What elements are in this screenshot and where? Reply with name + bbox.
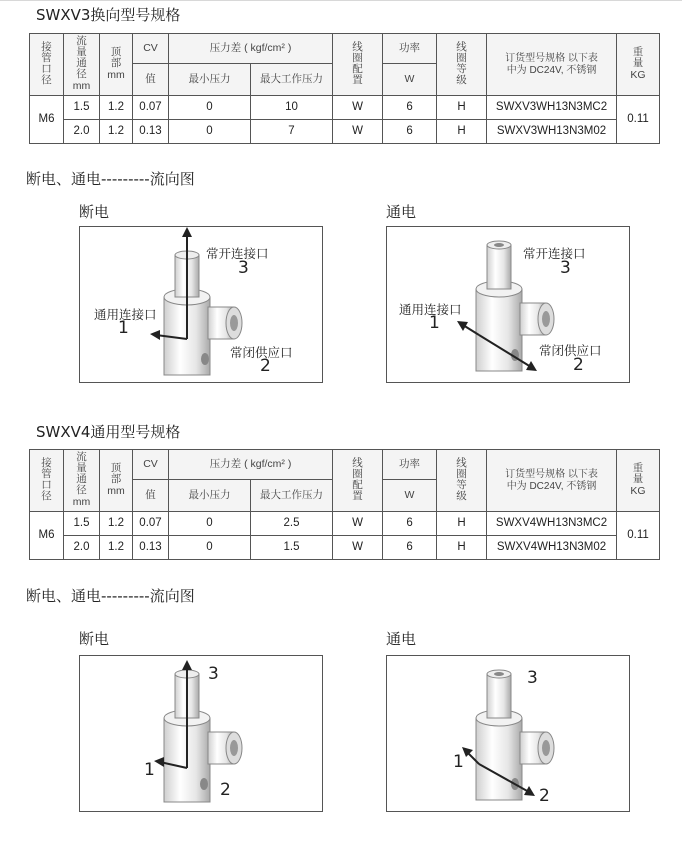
port2-number: 2 [573,355,584,375]
port3-number: 3 [238,258,249,278]
cell-max: 7 [251,120,333,144]
table-row [30,120,660,144]
cell-top: 1.2 [100,120,133,144]
cell-top: 1.2 [100,536,133,560]
header-power-unit: W [383,480,437,512]
cell-model: SWXV3WH13N3MC2 [487,96,617,120]
cell-max: 1.5 [251,536,333,560]
header-pressure-diff: 压力差 ( kgf/cm² ) [169,450,333,480]
header-coil-config: 线圈配置 [333,34,383,96]
cell-weight: 0.11 [617,512,660,560]
table-row [30,536,660,560]
header-pressure-diff: 压力差 ( kgf/cm² ) [169,34,333,64]
valve-illustration [387,656,629,811]
header-weight: 重量 KG [617,34,660,96]
header-max-pressure: 最大工作压力 [251,480,333,512]
spec-table-swxv4 [29,449,660,560]
header-cv-sub: 值 [133,480,169,512]
cell-model: SWXV4WH13N3MC2 [487,512,617,536]
cell-max: 10 [251,96,333,120]
power-off-label: 断电 [79,630,110,648]
port1-number: 1 [144,760,155,780]
cell-model: SWXV4WH13N3M02 [487,536,617,560]
cell-top: 1.2 [100,512,133,536]
header-port-diameter: 接管口径 [30,450,64,512]
spec-table-swxv3 [29,33,660,144]
cell-min: 0 [169,512,251,536]
cell-port: M6 [30,512,64,560]
valve-diagram-off-2 [79,655,323,812]
header-order-note: 订货型号规格 以下表中为 DC24V, 不锈钢 [487,450,617,512]
header-port-diameter: 接管口径 [30,34,64,96]
port3-label: 常开连接口 [206,246,269,261]
header-cv: CV [133,34,169,64]
port1-number: 1 [118,318,129,338]
flow-diagram-title: 断电、通电---------流向图 [26,587,195,605]
cell-cv: 0.13 [133,120,169,144]
cell-cv: 0.07 [133,96,169,120]
header-power: 功率 [383,450,437,480]
header-cv-sub: 值 [133,64,169,96]
port3-number: 3 [208,664,219,684]
table-row [30,96,660,120]
header-top: 顶部 mm [100,450,133,512]
top-divider [0,0,682,1]
header-min-pressure: 最小压力 [169,64,251,96]
header-coil-config: 线圈配置 [333,450,383,512]
power-on-label: 通电 [386,630,417,648]
port2-label: 常闭供应口 [539,343,602,358]
port1-number: 1 [429,313,440,333]
header-flow-diameter: 流量通径 mm [64,34,100,96]
cell-coil: W [333,536,383,560]
header-min-pressure: 最小压力 [169,480,251,512]
port1-label: 通用连接口 [94,307,157,322]
valve-diagram-on-2 [386,655,630,812]
header-cv: CV [133,450,169,480]
header-order-note: 订货型号规格 以下表中为 DC24V, 不锈钢 [487,34,617,96]
cell-coil: W [333,512,383,536]
cell-top: 1.2 [100,96,133,120]
header-power-unit: W [383,64,437,96]
cell-max: 2.5 [251,512,333,536]
valve-illustration [80,656,322,811]
power-off-label: 断电 [79,203,110,221]
port3-number: 3 [527,668,538,688]
cell-min: 0 [169,120,251,144]
header-coil-grade: 线圈等级 [437,450,487,512]
port2-number: 2 [539,786,550,806]
cell-cv: 0.07 [133,512,169,536]
port3-label: 常开连接口 [523,246,586,261]
cell-flow: 2.0 [64,120,100,144]
header-weight: 重量 KG [617,450,660,512]
cell-port: M6 [30,96,64,144]
cell-min: 0 [169,96,251,120]
cell-cv: 0.13 [133,536,169,560]
section-title-swxv4: SWXV4通用型号规格 [36,423,181,441]
cell-min: 0 [169,536,251,560]
port1-label: 通用连接口 [399,302,462,317]
cell-grade: H [437,536,487,560]
header-top: 顶部 mm [100,34,133,96]
cell-flow: 2.0 [64,536,100,560]
cell-model: SWXV3WH13N3M02 [487,120,617,144]
section-title-swxv3: SWXV3换向型号规格 [36,6,181,24]
header-power: 功率 [383,34,437,64]
table-row [30,512,660,536]
cell-grade: H [437,512,487,536]
cell-flow: 1.5 [64,96,100,120]
valve-diagram-on [386,226,630,383]
cell-flow: 1.5 [64,512,100,536]
cell-power: 6 [383,536,437,560]
port3-number: 3 [560,258,571,278]
flow-diagram-title: 断电、通电---------流向图 [26,170,195,188]
cell-coil: W [333,96,383,120]
header-flow-diameter: 流量通径 mm [64,450,100,512]
cell-weight: 0.11 [617,96,660,144]
cell-power: 6 [383,120,437,144]
valve-diagram-off [79,226,323,383]
port2-number: 2 [220,780,231,800]
port2-label: 常闭供应口 [230,345,293,360]
port1-number: 1 [453,752,464,772]
cell-grade: H [437,120,487,144]
power-on-label: 通电 [386,203,417,221]
cell-power: 6 [383,512,437,536]
cell-power: 6 [383,96,437,120]
header-coil-grade: 线圈等级 [437,34,487,96]
header-max-pressure: 最大工作压力 [251,64,333,96]
port2-number: 2 [260,356,271,376]
cell-grade: H [437,96,487,120]
cell-coil: W [333,120,383,144]
